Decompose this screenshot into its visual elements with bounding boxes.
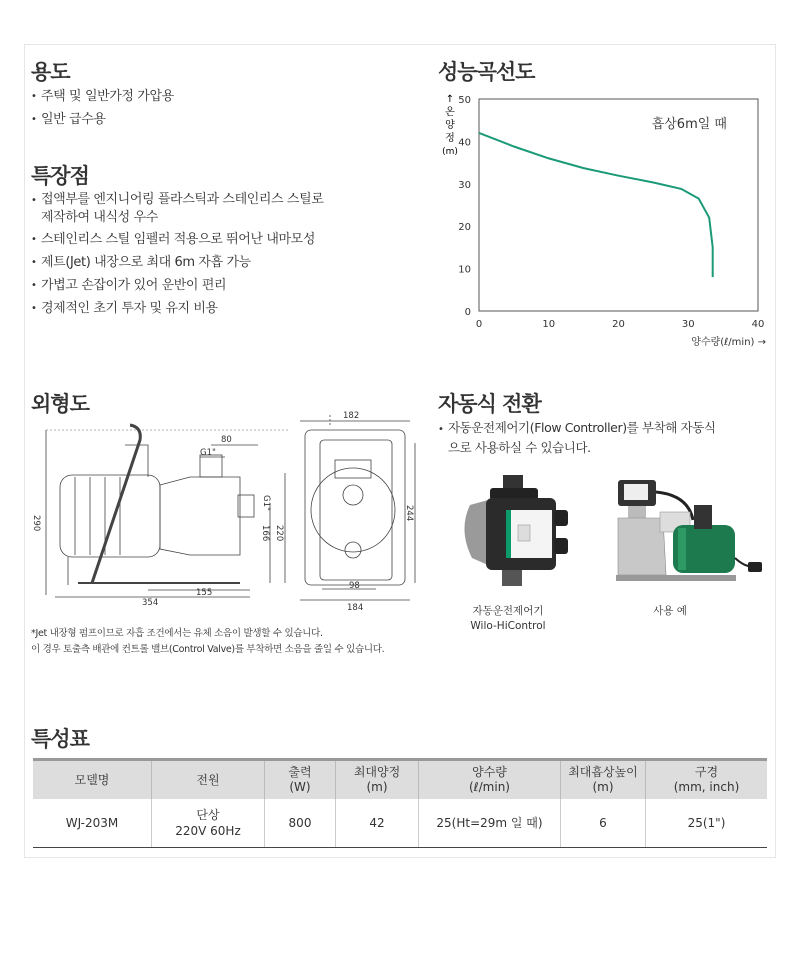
y-tick-label: 50 <box>458 95 471 106</box>
features-title: 특장점 <box>31 164 89 188</box>
x-tick-label: 20 <box>612 319 625 330</box>
y-label-char: (m) <box>442 147 458 157</box>
dim-label: 80 <box>221 435 232 445</box>
spec-title: 특성표 <box>31 727 89 751</box>
header-unit: (ℓ/min) <box>469 780 510 794</box>
header-unit: (m) <box>366 780 388 794</box>
dim-label: 98 <box>349 581 360 591</box>
pump-front-casing <box>311 468 395 552</box>
header-label: 양수량 <box>472 765 507 779</box>
controller-image <box>448 470 588 600</box>
feature-item: • 가볍고 손잡이가 있어 운반이 편리 <box>31 274 411 297</box>
performance-title: 성능곡선도 <box>438 60 535 84</box>
note-line: *Jet 내장형 펌프이므로 자흡 조건에서는 유체 소음이 발생할 수 있습니다. <box>31 628 323 639</box>
header-label: 전원 <box>196 772 220 787</box>
usage-example-caption: 사용 예 <box>653 605 687 617</box>
spec-cell-output: 800 <box>265 799 336 848</box>
usage-list <box>31 85 401 131</box>
dim-label: G1" <box>200 448 216 458</box>
header-label: 출력 <box>288 765 312 779</box>
auto-title: 자동식 전환 <box>438 392 541 416</box>
feature-item: • 스테인리스 스틸 임펠러 적용으로 뛰어난 내마모성 <box>31 228 411 251</box>
y-tick-label: 20 <box>458 222 471 234</box>
chart-y-axis-label <box>442 94 458 157</box>
y-label-char: 정 <box>445 133 455 144</box>
header-unit: (W) <box>289 780 311 794</box>
y-label-char: 양 <box>445 120 455 131</box>
outline-title: 외형도 <box>31 392 89 416</box>
dim-label: 184 <box>347 603 364 613</box>
power-phase: 단상 <box>196 808 220 822</box>
spec-cell-suction: 6 <box>561 799 646 848</box>
controller-caption <box>448 604 568 634</box>
header-unit: (mm, inch) <box>673 780 740 794</box>
x-tick-label: 30 <box>681 319 695 330</box>
pump-handle <box>92 425 140 583</box>
spec-header-cell <box>419 760 561 800</box>
y-tick-label: 10 <box>458 264 471 276</box>
x-tick-label: 0 <box>475 319 483 330</box>
feature-item <box>31 191 411 228</box>
spec-cell-head: 42 <box>336 799 419 848</box>
spec-header-cell <box>33 760 152 800</box>
y-tick-label: 40 <box>458 137 471 149</box>
outline-notes <box>31 626 441 658</box>
feature-item: • 경제적인 초기 투자 및 유지 비용 <box>31 297 411 320</box>
usage-item: • 주택 및 일반가정 가압용 <box>31 85 401 108</box>
x-tick-label: 10 <box>542 319 556 330</box>
feature-item: • 제트(Jet) 내장으로 최대 6m 자흡 가능 <box>31 251 411 274</box>
feature-item-line: • 접액부를 엔지니어링 플라스틱과 스테인리스 스틸로 <box>41 192 324 207</box>
header-label: 모델명 <box>74 772 110 787</box>
caption-line: Wilo-HiControl <box>470 620 546 632</box>
chart-annotation: 흡상6m일 때 <box>651 117 727 132</box>
header-unit: (m) <box>592 780 614 794</box>
spec-cell-model: WJ-203M <box>33 799 152 848</box>
power-voltage: 220V 60Hz <box>175 824 241 838</box>
dim-label: G1" <box>261 495 271 511</box>
header-label: 최대흡상높이 <box>568 765 638 779</box>
spec-header-cell <box>265 760 336 800</box>
dim-label: 354 <box>142 598 159 608</box>
auto-desc-item <box>438 418 768 458</box>
spec-header-cell <box>336 760 419 800</box>
dim-label: 290 <box>31 515 41 532</box>
spec-header-cell <box>152 760 265 800</box>
dim-label: 220 <box>274 525 284 542</box>
header-label: 구경 <box>694 765 719 779</box>
usage-title: 용도 <box>31 60 70 84</box>
y-tick-label: 30 <box>458 179 471 191</box>
features-list <box>31 191 411 320</box>
header-label: 최대양정 <box>353 765 401 779</box>
feature-item-line: 제작하여 내식성 우수 <box>41 210 158 225</box>
auto-desc-line: • 자동운전제어기(Flow Controller)를 부착해 자동식 <box>448 420 716 435</box>
usage-example-image <box>598 470 778 600</box>
chart-x-axis-label: 양수량(ℓ/min) → <box>691 337 766 348</box>
y-label-char: ↑ <box>445 94 455 105</box>
performance-chart <box>430 88 780 358</box>
auto-desc-line: 으로 사용하실 수 있습니다. <box>448 440 591 455</box>
outline-drawing <box>30 405 430 615</box>
auto-desc <box>438 418 768 458</box>
dim-label: 182 <box>343 411 360 421</box>
x-tick-label: 40 <box>751 319 765 330</box>
y-label-char: 온 <box>445 107 455 118</box>
dim-label: 155 <box>196 588 213 598</box>
spec-table <box>33 758 767 848</box>
pump-housing <box>160 477 240 555</box>
dim-label: 244 <box>404 505 414 522</box>
spec-header-cell <box>646 760 768 800</box>
spec-header-row <box>33 760 767 800</box>
spec-cell-power <box>152 799 265 848</box>
spec-row <box>33 799 767 848</box>
spec-header-cell <box>561 760 646 800</box>
dim-label: 166 <box>260 525 270 542</box>
spec-cell-flow: 25(Ht=29m 일 때) <box>419 799 561 848</box>
note-line: 이 경우 토출측 배관에 컨트롤 밸브(Control Valve)를 부착하면 소음을 줄일 수 있습니다. <box>31 644 385 655</box>
usage-item: • 일반 급수용 <box>31 108 401 131</box>
spec-cell-bore: 25(1") <box>646 799 768 848</box>
caption-line: 자동운전제어기 <box>472 605 544 617</box>
y-tick-label: 0 <box>464 307 471 318</box>
